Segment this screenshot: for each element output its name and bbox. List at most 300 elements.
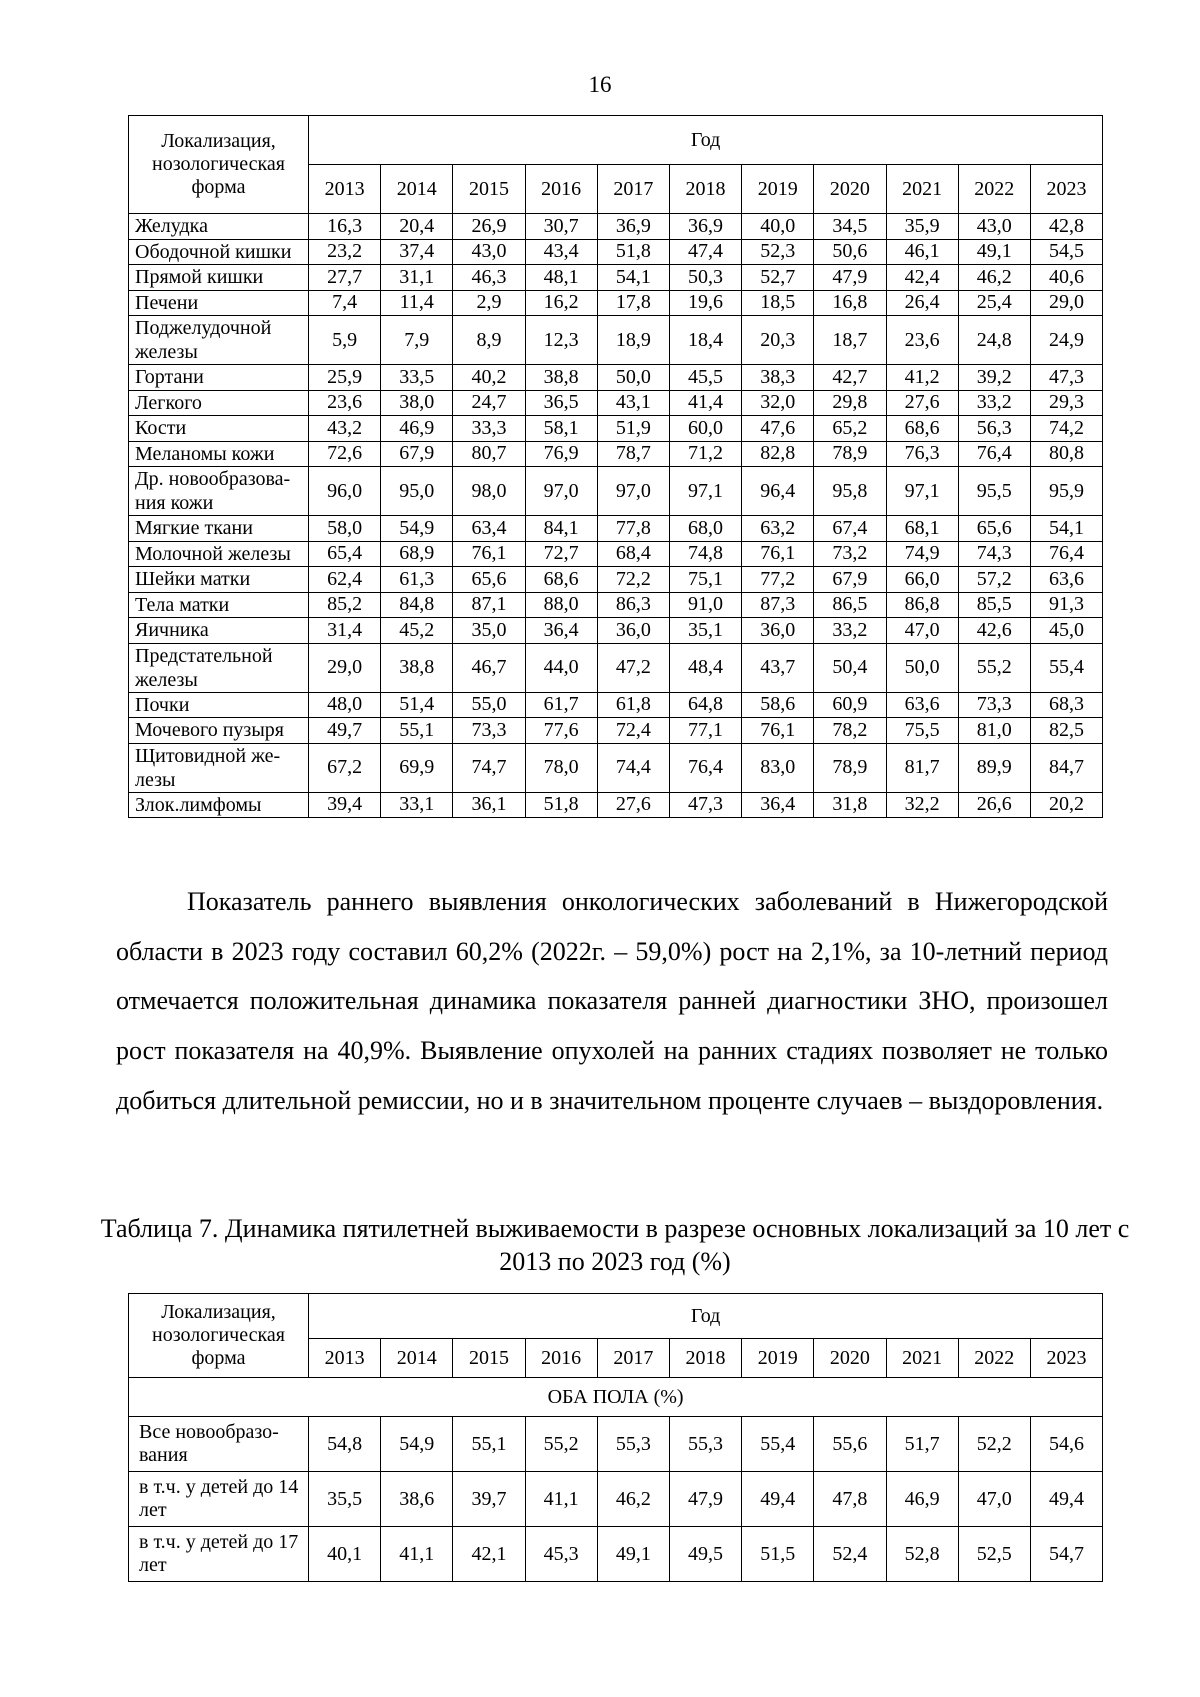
value-cell: 38,8	[381, 643, 453, 692]
value-cell: 35,9	[886, 214, 958, 240]
year-header: 2013	[309, 1339, 381, 1378]
value-cell: 86,5	[814, 592, 886, 618]
value-cell: 87,1	[453, 592, 525, 618]
value-cell: 51,4	[381, 692, 453, 718]
year-header: 2018	[669, 1339, 741, 1378]
value-cell: 31,1	[381, 265, 453, 291]
value-cell: 78,7	[597, 441, 669, 467]
value-cell: 74,8	[669, 541, 741, 567]
value-cell: 82,8	[742, 441, 814, 467]
value-cell: 42,4	[886, 265, 958, 291]
value-cell: 73,3	[958, 692, 1030, 718]
value-cell: 62,4	[309, 567, 381, 593]
row-label: Злок.лимфомы	[129, 792, 309, 818]
value-cell: 84,7	[1030, 743, 1102, 792]
table-row	[129, 692, 1103, 718]
value-cell: 36,4	[525, 618, 597, 644]
value-cell: 91,0	[669, 592, 741, 618]
value-cell: 20,4	[381, 214, 453, 240]
value-cell: 2,9	[453, 290, 525, 316]
value-cell: 76,4	[1030, 541, 1102, 567]
value-cell: 41,4	[669, 390, 741, 416]
value-cell: 40,2	[453, 365, 525, 391]
value-cell: 49,7	[309, 718, 381, 744]
value-cell: 95,0	[381, 467, 453, 516]
year-header: 2021	[886, 1339, 958, 1378]
table-row	[129, 592, 1103, 618]
value-cell: 44,0	[525, 643, 597, 692]
value-cell: 42,7	[814, 365, 886, 391]
value-cell: 50,4	[814, 643, 886, 692]
row-label: Шейки матки	[129, 567, 309, 593]
value-cell: 26,4	[886, 290, 958, 316]
value-cell: 68,6	[886, 416, 958, 442]
page-number: 16	[588, 72, 612, 97]
value-cell: 85,2	[309, 592, 381, 618]
row-label: Др. новообразова-ния кожи	[129, 467, 309, 516]
value-cell: 49,4	[742, 1472, 814, 1527]
value-cell: 47,0	[886, 618, 958, 644]
year-header: 2022	[958, 165, 1030, 214]
table-row	[129, 643, 1103, 692]
value-cell: 97,0	[525, 467, 597, 516]
value-cell: 74,3	[958, 541, 1030, 567]
value-cell: 42,6	[958, 618, 1030, 644]
row-label: Все новообразо-вания	[129, 1417, 309, 1472]
value-cell: 78,2	[814, 718, 886, 744]
header-localization: Локализация, нозологическая форма	[129, 116, 309, 214]
value-cell: 36,0	[742, 618, 814, 644]
value-cell: 26,6	[958, 792, 1030, 818]
value-cell: 42,8	[1030, 214, 1102, 240]
value-cell: 74,7	[453, 743, 525, 792]
value-cell: 45,2	[381, 618, 453, 644]
year-header: 2019	[742, 165, 814, 214]
value-cell: 18,7	[814, 316, 886, 365]
value-cell: 61,7	[525, 692, 597, 718]
year-header: 2023	[1030, 1339, 1102, 1378]
value-cell: 72,6	[309, 441, 381, 467]
value-cell: 38,3	[742, 365, 814, 391]
value-cell: 43,0	[958, 214, 1030, 240]
year-header: 2017	[597, 165, 669, 214]
header-year: Год	[309, 116, 1103, 165]
value-cell: 58,1	[525, 416, 597, 442]
value-cell: 49,1	[597, 1527, 669, 1582]
year-header: 2020	[814, 1339, 886, 1378]
row-label: Молочной железы	[129, 541, 309, 567]
value-cell: 54,8	[309, 1417, 381, 1472]
value-cell: 67,9	[381, 441, 453, 467]
value-cell: 80,7	[453, 441, 525, 467]
value-cell: 36,0	[597, 618, 669, 644]
value-cell: 35,0	[453, 618, 525, 644]
row-label: Прямой кишки	[129, 265, 309, 291]
value-cell: 65,2	[814, 416, 886, 442]
value-cell: 12,3	[525, 316, 597, 365]
value-cell: 8,9	[453, 316, 525, 365]
value-cell: 25,4	[958, 290, 1030, 316]
value-cell: 26,9	[453, 214, 525, 240]
header-localization: Локализация, нозологическая форма	[129, 1294, 309, 1378]
value-cell: 40,6	[1030, 265, 1102, 291]
value-cell: 68,3	[1030, 692, 1102, 718]
value-cell: 19,6	[669, 290, 741, 316]
value-cell: 38,8	[525, 365, 597, 391]
value-cell: 67,4	[814, 516, 886, 542]
value-cell: 16,8	[814, 290, 886, 316]
value-cell: 33,2	[814, 618, 886, 644]
value-cell: 55,0	[453, 692, 525, 718]
value-cell: 61,8	[597, 692, 669, 718]
value-cell: 55,1	[453, 1417, 525, 1472]
value-cell: 20,3	[742, 316, 814, 365]
value-cell: 48,0	[309, 692, 381, 718]
year-header: 2016	[525, 165, 597, 214]
table-row	[129, 316, 1103, 365]
value-cell: 66,0	[886, 567, 958, 593]
year-header: 2017	[597, 1339, 669, 1378]
value-cell: 84,1	[525, 516, 597, 542]
value-cell: 51,9	[597, 416, 669, 442]
value-cell: 43,4	[525, 239, 597, 265]
year-header: 2015	[453, 165, 525, 214]
value-cell: 73,3	[453, 718, 525, 744]
table-row	[129, 441, 1103, 467]
value-cell: 76,1	[742, 541, 814, 567]
value-cell: 54,7	[1030, 1527, 1102, 1582]
row-label: Яичника	[129, 618, 309, 644]
value-cell: 36,4	[742, 792, 814, 818]
value-cell: 45,3	[525, 1527, 597, 1582]
value-cell: 55,3	[597, 1417, 669, 1472]
table-row	[129, 390, 1103, 416]
value-cell: 87,3	[742, 592, 814, 618]
value-cell: 40,0	[742, 214, 814, 240]
value-cell: 74,2	[1030, 416, 1102, 442]
value-cell: 18,9	[597, 316, 669, 365]
value-cell: 47,6	[742, 416, 814, 442]
value-cell: 88,0	[525, 592, 597, 618]
value-cell: 35,5	[309, 1472, 381, 1527]
value-cell: 39,4	[309, 792, 381, 818]
value-cell: 84,8	[381, 592, 453, 618]
table-row	[129, 1527, 1103, 1582]
value-cell: 41,2	[886, 365, 958, 391]
value-cell: 33,1	[381, 792, 453, 818]
value-cell: 41,1	[525, 1472, 597, 1527]
value-cell: 51,7	[886, 1417, 958, 1472]
value-cell: 47,3	[1030, 365, 1102, 391]
value-cell: 81,0	[958, 718, 1030, 744]
table-row	[129, 516, 1103, 542]
value-cell: 31,8	[814, 792, 886, 818]
value-cell: 78,0	[525, 743, 597, 792]
value-cell: 46,2	[597, 1472, 669, 1527]
value-cell: 39,2	[958, 365, 1030, 391]
value-cell: 47,4	[669, 239, 741, 265]
value-cell: 7,9	[381, 316, 453, 365]
value-cell: 38,6	[381, 1472, 453, 1527]
value-cell: 54,9	[381, 1417, 453, 1472]
paragraph-text: Показатель раннего выявления онкологических заболеваний в Нижегородской области в 2023 году составил 60,2% (2022г. – 59,0%) рост на 2,1%, за 10-летний период отмечается положительная динамика показателя ранней диагностики ЗНО, произошел рост показателя на 40,9%. Выявление опухолей на ранних стадиях позволяет не только добиться длительной ремиссии, но и в значительном проценте случаев – выздоровления.	[116, 887, 1108, 1115]
table-row	[129, 618, 1103, 644]
value-cell: 52,8	[886, 1527, 958, 1582]
value-cell: 74,9	[886, 541, 958, 567]
value-cell: 51,5	[742, 1527, 814, 1582]
value-cell: 46,2	[958, 265, 1030, 291]
value-cell: 18,5	[742, 290, 814, 316]
value-cell: 52,5	[958, 1527, 1030, 1582]
value-cell: 85,5	[958, 592, 1030, 618]
value-cell: 52,2	[958, 1417, 1030, 1472]
value-cell: 63,6	[1030, 567, 1102, 593]
value-cell: 55,3	[669, 1417, 741, 1472]
table-row	[129, 567, 1103, 593]
value-cell: 57,2	[958, 567, 1030, 593]
value-cell: 91,3	[1030, 592, 1102, 618]
value-cell: 97,0	[597, 467, 669, 516]
value-cell: 48,1	[525, 265, 597, 291]
value-cell: 60,0	[669, 416, 741, 442]
value-cell: 43,2	[309, 416, 381, 442]
value-cell: 34,5	[814, 214, 886, 240]
value-cell: 23,6	[886, 316, 958, 365]
value-cell: 35,1	[669, 618, 741, 644]
value-cell: 32,2	[886, 792, 958, 818]
row-label: Гортани	[129, 365, 309, 391]
value-cell: 69,9	[381, 743, 453, 792]
value-cell: 68,6	[525, 567, 597, 593]
value-cell: 47,9	[669, 1472, 741, 1527]
value-cell: 54,6	[1030, 1417, 1102, 1472]
value-cell: 71,2	[669, 441, 741, 467]
value-cell: 29,0	[1030, 290, 1102, 316]
value-cell: 24,7	[453, 390, 525, 416]
value-cell: 55,1	[381, 718, 453, 744]
value-cell: 51,8	[525, 792, 597, 818]
value-cell: 65,6	[958, 516, 1030, 542]
value-cell: 95,8	[814, 467, 886, 516]
value-cell: 78,9	[814, 743, 886, 792]
value-cell: 55,4	[1030, 643, 1102, 692]
value-cell: 78,9	[814, 441, 886, 467]
value-cell: 29,8	[814, 390, 886, 416]
value-cell: 72,7	[525, 541, 597, 567]
value-cell: 7,4	[309, 290, 381, 316]
row-label: Почки	[129, 692, 309, 718]
value-cell: 49,1	[958, 239, 1030, 265]
value-cell: 74,4	[597, 743, 669, 792]
table-row	[129, 214, 1103, 240]
row-label: Тела матки	[129, 592, 309, 618]
value-cell: 36,9	[597, 214, 669, 240]
value-cell: 72,4	[597, 718, 669, 744]
value-cell: 75,5	[886, 718, 958, 744]
value-cell: 95,9	[1030, 467, 1102, 516]
value-cell: 45,5	[669, 365, 741, 391]
year-header: 2015	[453, 1339, 525, 1378]
table-row	[129, 416, 1103, 442]
value-cell: 46,7	[453, 643, 525, 692]
value-cell: 50,3	[669, 265, 741, 291]
value-cell: 54,5	[1030, 239, 1102, 265]
value-cell: 47,9	[814, 265, 886, 291]
value-cell: 77,1	[669, 718, 741, 744]
value-cell: 46,9	[381, 416, 453, 442]
value-cell: 33,2	[958, 390, 1030, 416]
row-label: Мочевого пузыря	[129, 718, 309, 744]
table-row	[129, 792, 1103, 818]
value-cell: 86,8	[886, 592, 958, 618]
value-cell: 36,1	[453, 792, 525, 818]
table-row	[129, 718, 1103, 744]
value-cell: 43,1	[597, 390, 669, 416]
value-cell: 68,9	[381, 541, 453, 567]
value-cell: 37,4	[381, 239, 453, 265]
value-cell: 68,1	[886, 516, 958, 542]
value-cell: 42,1	[453, 1527, 525, 1582]
year-header: 2020	[814, 165, 886, 214]
value-cell: 76,4	[958, 441, 1030, 467]
value-cell: 54,1	[1030, 516, 1102, 542]
value-cell: 20,2	[1030, 792, 1102, 818]
value-cell: 65,4	[309, 541, 381, 567]
value-cell: 46,1	[886, 239, 958, 265]
year-header: 2013	[309, 165, 381, 214]
value-cell: 45,0	[1030, 618, 1102, 644]
value-cell: 96,4	[742, 467, 814, 516]
value-cell: 46,9	[886, 1472, 958, 1527]
row-label: Желудка	[129, 214, 309, 240]
table-row	[129, 239, 1103, 265]
value-cell: 17,8	[597, 290, 669, 316]
value-cell: 58,0	[309, 516, 381, 542]
value-cell: 83,0	[742, 743, 814, 792]
row-label: Печени	[129, 290, 309, 316]
value-cell: 16,3	[309, 214, 381, 240]
row-label: Меланомы кожи	[129, 441, 309, 467]
value-cell: 96,0	[309, 467, 381, 516]
table-row	[129, 467, 1103, 516]
value-cell: 76,3	[886, 441, 958, 467]
value-cell: 54,1	[597, 265, 669, 291]
value-cell: 67,9	[814, 567, 886, 593]
table-caption: Таблица 7. Динамика пятилетней выживаемости в разрезе основных локализаций за 10 лет с 2013 по 2023 год (%)	[100, 1214, 1130, 1276]
value-cell: 36,5	[525, 390, 597, 416]
value-cell: 68,4	[597, 541, 669, 567]
value-cell: 81,7	[886, 743, 958, 792]
value-cell: 80,8	[1030, 441, 1102, 467]
table-row	[129, 1472, 1103, 1527]
body-paragraph	[116, 877, 1108, 1126]
value-cell: 75,1	[669, 567, 741, 593]
table-row	[129, 541, 1103, 567]
row-label: Легкого	[129, 390, 309, 416]
value-cell: 43,7	[742, 643, 814, 692]
value-cell: 89,9	[958, 743, 1030, 792]
table-row	[129, 290, 1103, 316]
value-cell: 50,0	[886, 643, 958, 692]
value-cell: 11,4	[381, 290, 453, 316]
value-cell: 76,1	[453, 541, 525, 567]
value-cell: 30,7	[525, 214, 597, 240]
value-cell: 16,2	[525, 290, 597, 316]
value-cell: 47,8	[814, 1472, 886, 1527]
value-cell: 60,9	[814, 692, 886, 718]
value-cell: 61,3	[381, 567, 453, 593]
value-cell: 29,3	[1030, 390, 1102, 416]
value-cell: 97,1	[669, 467, 741, 516]
value-cell: 49,5	[669, 1527, 741, 1582]
row-label: Предстательной железы	[129, 643, 309, 692]
value-cell: 52,7	[742, 265, 814, 291]
value-cell: 55,4	[742, 1417, 814, 1472]
value-cell: 24,9	[1030, 316, 1102, 365]
value-cell: 55,2	[525, 1417, 597, 1472]
row-label: Щитовидной же-лезы	[129, 743, 309, 792]
value-cell: 73,2	[814, 541, 886, 567]
value-cell: 48,4	[669, 643, 741, 692]
value-cell: 50,0	[597, 365, 669, 391]
row-label: в т.ч. у детей до 17 лет	[129, 1527, 309, 1582]
value-cell: 5,9	[309, 316, 381, 365]
value-cell: 49,4	[1030, 1472, 1102, 1527]
value-cell: 55,2	[958, 643, 1030, 692]
table-row	[129, 265, 1103, 291]
value-cell: 76,9	[525, 441, 597, 467]
value-cell: 27,6	[597, 792, 669, 818]
value-cell: 38,0	[381, 390, 453, 416]
value-cell: 68,0	[669, 516, 741, 542]
table-row	[129, 743, 1103, 792]
value-cell: 64,8	[669, 692, 741, 718]
value-cell: 36,9	[669, 214, 741, 240]
value-cell: 33,3	[453, 416, 525, 442]
value-cell: 76,4	[669, 743, 741, 792]
value-cell: 52,3	[742, 239, 814, 265]
table-5-year-survival-by-localization	[128, 115, 1103, 818]
value-cell: 43,0	[453, 239, 525, 265]
value-cell: 27,6	[886, 390, 958, 416]
value-cell: 97,1	[886, 467, 958, 516]
year-header: 2022	[958, 1339, 1030, 1378]
value-cell: 95,5	[958, 467, 1030, 516]
year-header: 2014	[381, 1339, 453, 1378]
row-label: Мягкие ткани	[129, 516, 309, 542]
value-cell: 23,2	[309, 239, 381, 265]
value-cell: 67,2	[309, 743, 381, 792]
value-cell: 31,4	[309, 618, 381, 644]
value-cell: 32,0	[742, 390, 814, 416]
value-cell: 40,1	[309, 1527, 381, 1582]
value-cell: 77,8	[597, 516, 669, 542]
row-label: Кости	[129, 416, 309, 442]
value-cell: 47,3	[669, 792, 741, 818]
year-header: 2016	[525, 1339, 597, 1378]
value-cell: 63,6	[886, 692, 958, 718]
value-cell: 52,4	[814, 1527, 886, 1582]
table-row	[129, 1417, 1103, 1472]
value-cell: 54,9	[381, 516, 453, 542]
year-header: 2019	[742, 1339, 814, 1378]
value-cell: 98,0	[453, 467, 525, 516]
value-cell: 46,3	[453, 265, 525, 291]
value-cell: 41,1	[381, 1527, 453, 1582]
value-cell: 33,5	[381, 365, 453, 391]
value-cell: 29,0	[309, 643, 381, 692]
table-7-survival-dynamics	[128, 1293, 1103, 1582]
